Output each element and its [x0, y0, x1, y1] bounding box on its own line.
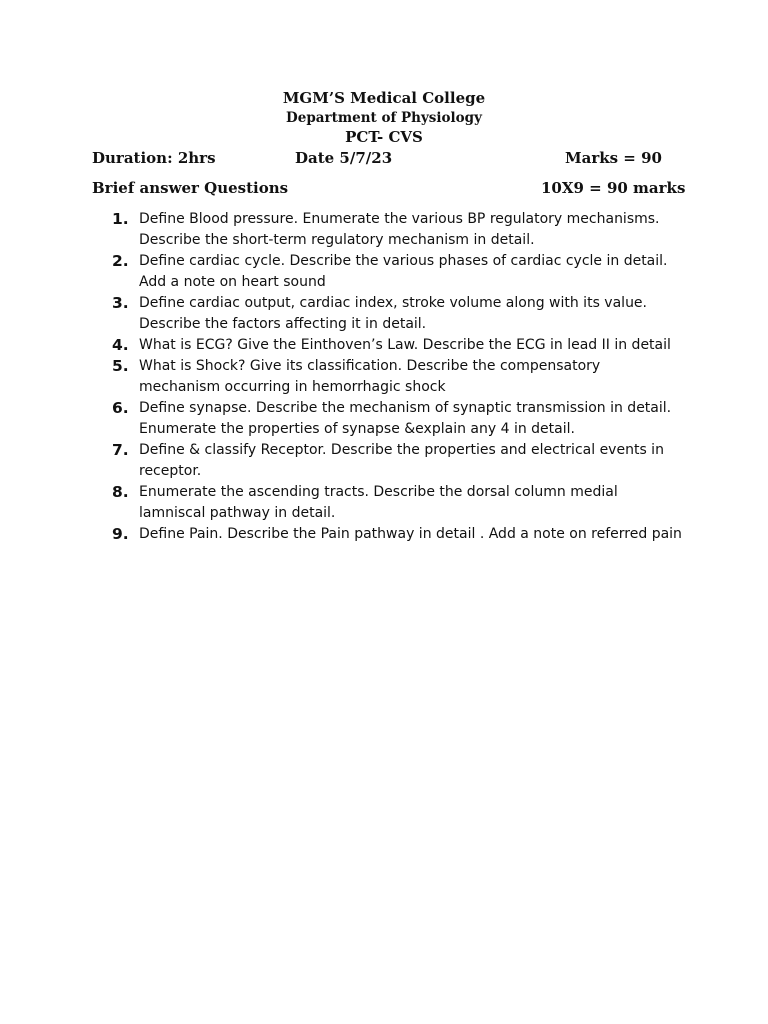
question-item: [112, 482, 682, 524]
question-number: 5.: [112, 357, 129, 375]
exam-marks: Marks = 90: [565, 149, 662, 167]
question-text: What is Shock? Give its classification. Describe the compensatory mechanism occurring in hemorrhagic shock: [139, 358, 601, 395]
exam-date: Date 5/7/23: [295, 149, 393, 167]
question-number: 2.: [112, 252, 129, 270]
question-number: 9.: [112, 525, 129, 543]
college-name: MGM’S Medical College: [282, 89, 486, 107]
question-number: 3.: [112, 294, 129, 312]
question-item: [112, 209, 682, 251]
question-text: Define cardiac output, cardiac index, stroke volume along with its value. Describe the factors affecting it in detail.: [139, 295, 647, 332]
question-list: [112, 209, 682, 545]
department-name: Department of Physiology: [286, 110, 482, 126]
question-number: 6.: [112, 399, 129, 417]
question-item: [112, 524, 682, 545]
exam-title: PCT- CVS: [345, 128, 423, 146]
question-number: 4.: [112, 336, 129, 354]
question-text: Define cardiac cycle. Describe the various phases of cardiac cycle in detail. Add a note on heart sound: [139, 253, 668, 290]
question-text: Define synapse. Describe the mechanism of synaptic transmission in detail. Enumerate the properties of synapse &explain any 4 in detail.: [139, 400, 672, 437]
question-text: Define Blood pressure. Enumerate the various BP regulatory mechanisms. Describe the short-term regulatory mechanism in detail.: [139, 211, 660, 248]
question-text: Enumerate the ascending tracts. Describe the dorsal column medial lamniscal pathway in detail.: [139, 484, 618, 521]
question-text: What is ECG? Give the Einthoven’s Law. Describe the ECG in lead II in detail: [139, 337, 671, 353]
question-item: [112, 293, 682, 335]
question-item: [112, 251, 682, 293]
question-text: Define Pain. Describe the Pain pathway in detail . Add a note on referred pain: [139, 526, 682, 542]
exam-duration: Duration: 2hrs: [92, 149, 216, 167]
question-number: 8.: [112, 483, 129, 501]
section-title: Brief answer Questions: [92, 179, 289, 197]
question-number: 1.: [112, 210, 129, 228]
question-item: [112, 356, 682, 398]
question-item: [112, 398, 682, 440]
section-marks: 10X9 = 90 marks: [541, 179, 686, 197]
question-number: 7.: [112, 441, 129, 459]
question-text: Define & classify Receptor. Describe the properties and electrical events in receptor.: [139, 442, 664, 479]
question-item: [112, 335, 682, 356]
question-item: [112, 440, 682, 482]
